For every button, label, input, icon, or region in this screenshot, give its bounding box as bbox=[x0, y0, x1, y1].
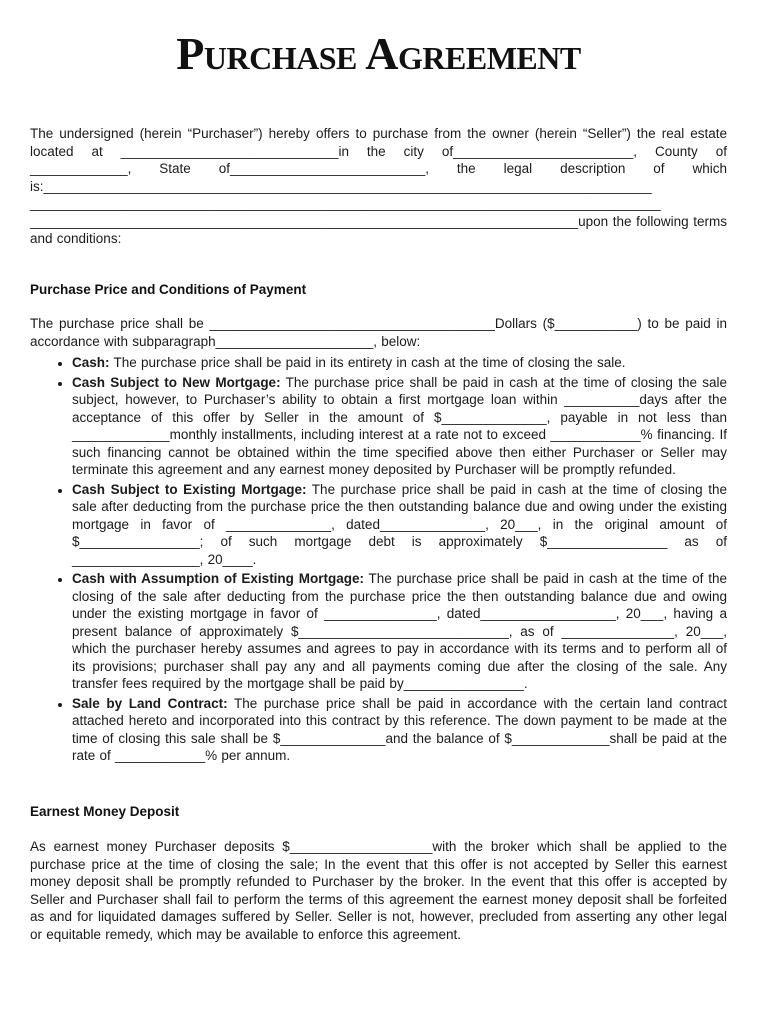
intro-paragraph: The undersigned (herein “Purchaser”) hereby offers to purchase from the owner (herein “Seller”) the real estate located at _____________________________in the city of________________________, County of _____________, State of__________________________, the legal description of which is:_________________________________________________________________________________ ____________________________________________________________________________________ _________________________________________________________________________upon the following terms and conditions: bbox=[30, 126, 727, 247]
payment-options-list bbox=[30, 354, 727, 765]
bullet-label: Cash: bbox=[72, 355, 110, 371]
bullet-label: Cash Subject to New Mortgage: bbox=[72, 374, 281, 390]
bullet-text: The purchase price shall be paid in cash at the time of the closing of the sale after deducting from the purchase price the then outstanding balance due and owing under the existing mortgage in favor of _______________, dated__________________, 20___, having a present balance of approximately $____________________________, as of _______________, 20___, which the purchaser hereby assumes and agrees to pay in accordance with its terms and to perform all of its provisions; purchaser shall pay any and all payments coming due after the closing of the sale. Any transfer fees required by the mortgage shall be paid by________________. bbox=[72, 571, 727, 692]
bullet-text: The purchase price shall be paid in cash at the time of closing the sale subject, however, to Purchaser’s ability to obtain a first mortgage loan within __________days after the acceptance of this offer by Seller in the amount of $______________, payable in not less than _____________monthly installments, including interest at a rate not to exceed ____________% financing. If such financing cannot be obtained within the time specified above then either Purchaser or Seller may terminate this agreement and any earnest money deposited by Purchaser will be promptly refunded. bbox=[72, 374, 727, 478]
bullet-text: The purchase price shall be paid in its entirety in cash at the time of closing the sale. bbox=[109, 355, 626, 371]
bullet-label: Cash with Assumption of Existing Mortgage: bbox=[72, 571, 364, 587]
section-heading-purchase-price: Purchase Price and Conditions of Payment bbox=[30, 281, 307, 297]
section-heading-earnest-money: Earnest Money Deposit bbox=[30, 803, 180, 819]
bullet-text: The purchase price shall be paid in accordance with the certain land contract attached hereto and incorporated into this contract by this reference. The down payment to be made at the time of closing this sale shall be $______________and the balance of $_____________shall be paid at the rate of ____________% per annum. bbox=[72, 695, 727, 764]
bullet-label: Cash Subject to Existing Mortgage: bbox=[72, 481, 307, 497]
list-item-cash-assumption-mortgage bbox=[72, 570, 727, 693]
purchase-price-paragraph: The purchase price shall be ______________________________________Dollars ($___________) to be paid in accordance with subparagraph_____________________, below: bbox=[30, 316, 727, 349]
list-item-cash-existing-mortgage bbox=[72, 481, 727, 569]
bullet-label: Sale by Land Contract: bbox=[72, 695, 228, 711]
list-item-cash bbox=[72, 354, 727, 372]
document-title: Purchase Agreement bbox=[176, 28, 581, 79]
bullet-text: The purchase price shall be paid in cash at the time of closing the sale after deducting from the purchase price the then outstanding balance due and owing under the existing mortgage in favor of ______________, dated______________, 20___, in the original amount of $________________; of such mortgage debt is approximately $________________ as of _________________, 20____. bbox=[72, 481, 727, 567]
list-item-sale-by-land-contract bbox=[72, 695, 727, 765]
earnest-money-paragraph: As earnest money Purchaser deposits $___________________with the broker which shall be applied to the purchase price at the time of closing the sale; In the event that this offer is not accepted by Seller this earnest money deposit shall be promptly refunded to Purchaser by the broker. In the event that this offer is accepted by Seller and Purchaser shall fail to perform the terms of this agreement the earnest money deposit shall be forfeited as and for liquidated damages suffered by Seller. Seller is not, however, precluded from asserting any other legal or equitable remedy, which may be available to enforce this agreement. bbox=[30, 839, 727, 942]
list-item-cash-new-mortgage bbox=[72, 374, 727, 479]
